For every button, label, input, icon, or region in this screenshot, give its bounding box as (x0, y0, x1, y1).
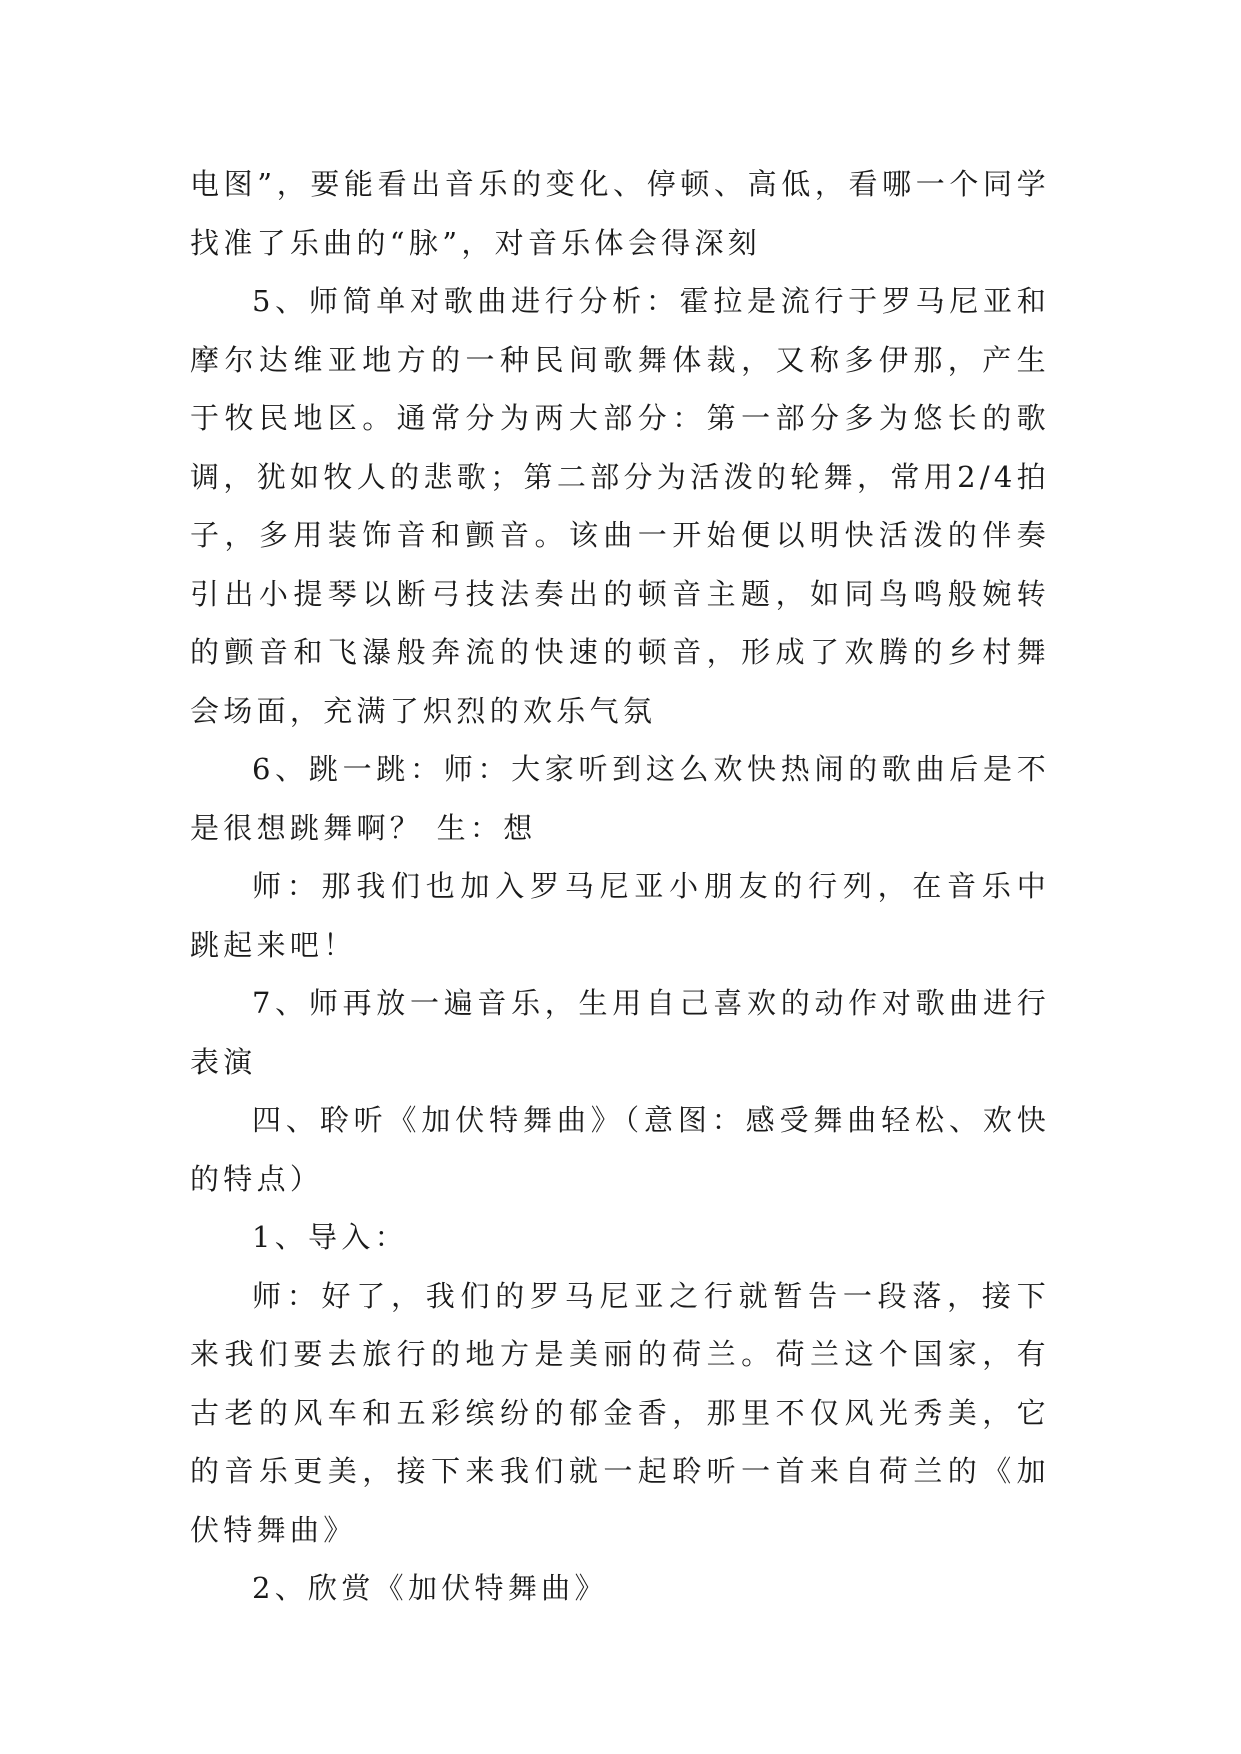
paragraph-intro-label: 1、导入： (252, 1220, 408, 1254)
paragraph-continuation: 电图”，要能看出音乐的变化、停顿、高低，看哪一个同学找准了乐曲的“脉”，对音乐体会得深刻 (190, 167, 1050, 260)
paragraph-netherlands-intro: 师：好了，我们的罗马尼亚之行就暂告一段落，接下来我们要去旅行的地方是美丽的荷兰。荷兰这个国家，有古老的风车和五彩缤纷的郁金香，那里不仅风光秀美，它的音乐更美，接下来我们就一起聆听一首来自荷兰的《加伏特舞曲》 (190, 1278, 1050, 1547)
paragraph-appreciate-gavotte: 2、欣赏《加伏特舞曲》 (252, 1571, 608, 1605)
paragraph-join-dance: 师：那我们也加入罗马尼亚小朋友的行列，在音乐中跳起来吧！ (190, 869, 1050, 962)
paragraph-song-analysis: 5、师简单对歌曲进行分析：霍拉是流行于罗马尼亚和摩尔达维亚地方的一种民间歌舞体裁，又称多伊那，产生于牧民地区。通常分为两大部分：第一部分多为悠长的歌调，犹如牧人的悲歌；第二部分为活泼的轮舞，常用2/4拍子，多用装饰音和颤音。该曲一开始便以明快活泼的伴奏引出小提琴以断弓技法奏出的顿音主题，如同鸟鸣般婉转的颤音和飞瀑般奔流的快速的顿音，形成了欢腾的乡村舞会场面，充满了炽烈的欢乐气氛 (190, 284, 1050, 728)
paragraph-replay-music: 7、师再放一遍音乐，生用自己喜欢的动作对歌曲进行表演 (190, 986, 1050, 1079)
document-body (190, 155, 1050, 1618)
paragraph-section-four-heading: 四、聆听《加伏特舞曲》（意图：感受舞曲轻松、欢快的特点） (190, 1103, 1050, 1196)
paragraph-dance-question: 6、跳一跳：师：大家听到这么欢快热闹的歌曲后是不是很想跳舞啊？ 生：想 (190, 752, 1050, 845)
